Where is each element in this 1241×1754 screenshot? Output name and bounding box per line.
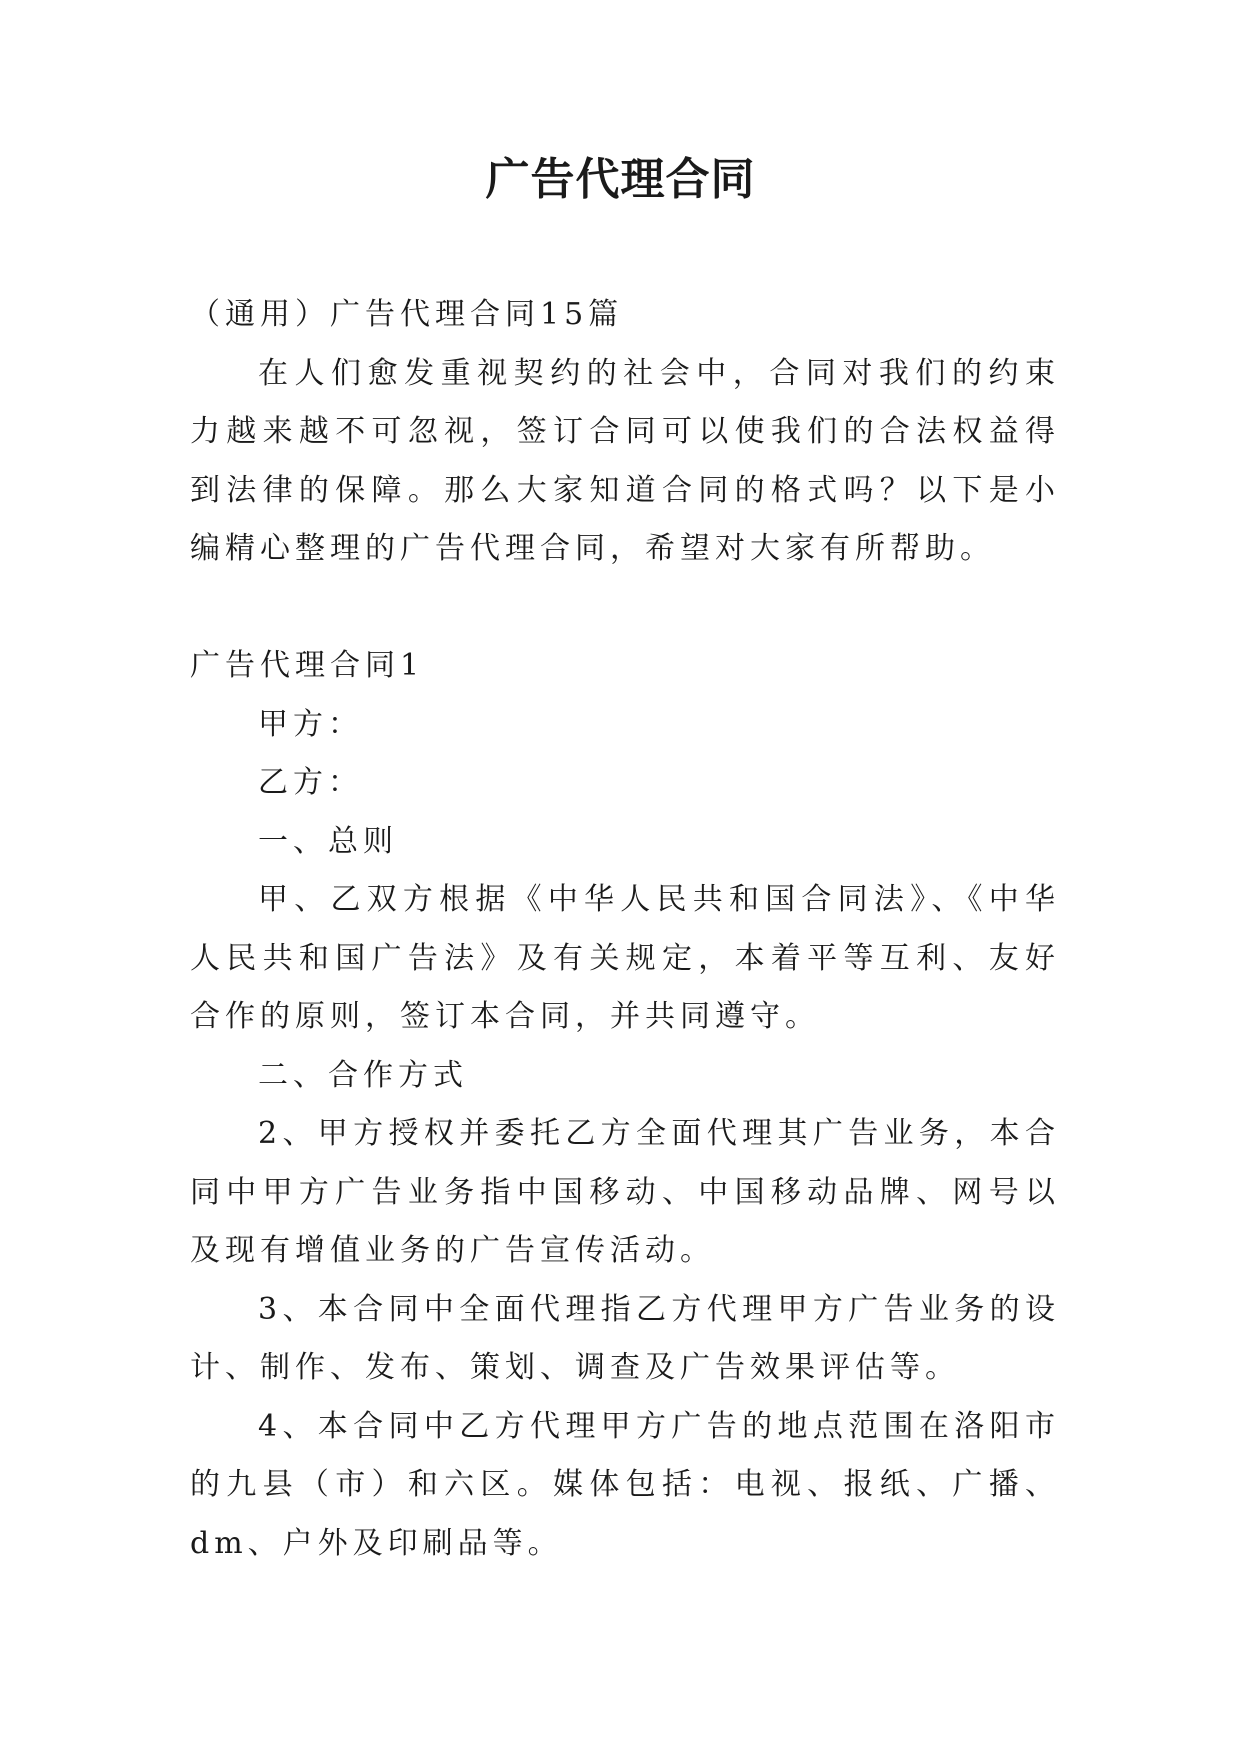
document-body <box>190 286 1060 1573</box>
clause-1-text: 甲、乙双方根据《中华人民共和国合同法》、《中华人民共和国广告法》及有关规定，本着平等互利、友好合作的原则，签订本合同，并共同遵守。 <box>190 882 1060 1034</box>
paragraph-gap <box>190 579 1060 638</box>
item-3-text: 3、本合同中全面代理指乙方代理甲方广告业务的设计、制作、发布、策划、调查及广告效果评估等。 <box>190 1291 1060 1385</box>
clause-1-heading: 一、总则 <box>258 823 398 859</box>
clause-2-heading: 二、合作方式 <box>258 1057 468 1093</box>
document-subtitle: （通用）广告代理合同15篇 <box>190 297 624 332</box>
party-a-line: 甲方： <box>258 706 363 742</box>
party-b-line: 乙方： <box>258 765 363 800</box>
item-2-text: 2、甲方授权并委托乙方全面代理其广告业务，本合同中甲方广告业务指中国移动、中国移动品牌、网号以及现有增值业务的广告宣传活动。 <box>190 1116 1060 1268</box>
section-heading: 广告代理合同1 <box>190 648 425 683</box>
intro-paragraph: 在人们愈发重视契约的社会中，合同对我们的约束力越来越不可忽视，签订合同可以使我们的合法权益得到法律的保障。那么大家知道合同的格式吗？以下是小编精心整理的广告代理合同，希望对大家有所帮助。 <box>190 355 1060 566</box>
page-title: 广告代理合同 <box>485 154 756 205</box>
item-4-text: 4、本合同中乙方代理甲方广告的地点范围在洛阳市的九县（市）和六区。媒体包括：电视、报纸、广播、dm、户外及印刷品等。 <box>190 1408 1060 1561</box>
